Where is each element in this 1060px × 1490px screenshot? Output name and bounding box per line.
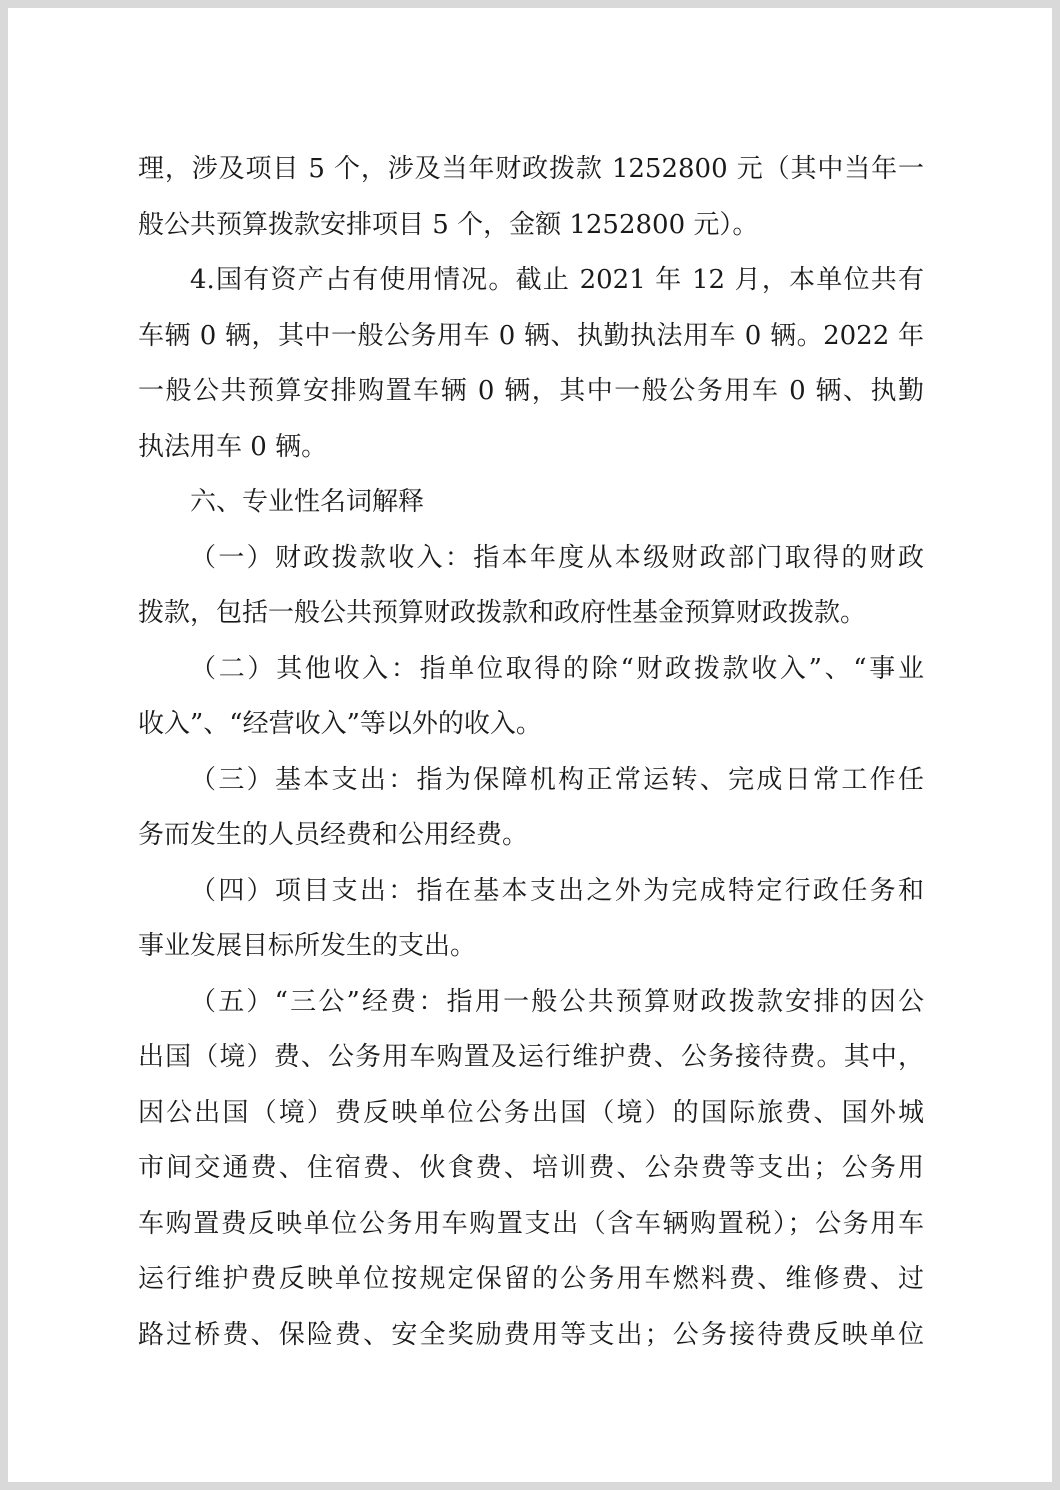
paragraph-line: 收入”、“经营收入”等以外的收入。: [138, 709, 542, 739]
paragraph-line: 路过桥费、保险费、安全奖励费用等支出；公务接待费反映单位: [138, 1319, 924, 1350]
document-page: [8, 8, 1052, 1482]
paragraph-line: 执法用车 0 辆。: [138, 431, 328, 462]
paragraph-line: 因公出国（境）费反映单位公务出国（境）的国际旅费、国外城: [138, 1097, 924, 1128]
paragraph-line: 4.国有资产占有使用情况。截止 2021 年 12 月，本单位共有: [190, 265, 924, 295]
paragraph-line: 运行维护费反映单位按规定保留的公务用车燃料费、维修费、过: [138, 1264, 924, 1294]
paragraph-line: 出国（境）费、公务用车购置及运行维护费、公务接待费。其中，: [138, 1042, 924, 1072]
paragraph-line: 一般公共预算安排购置车辆 0 辆，其中一般公务用车 0 辆、执勤: [138, 376, 924, 406]
paragraph-line: 事业发展目标所发生的支出。: [138, 931, 477, 961]
paragraph-line: （三）基本支出：指为保障机构正常运转、完成日常工作任: [190, 764, 924, 795]
paragraph-line: （四）项目支出：指在基本支出之外为完成特定行政任务和: [190, 875, 924, 906]
paragraph-line: （二）其他收入：指单位取得的除“财政拨款收入”、“事业: [190, 653, 924, 684]
paragraph-line: 市间交通费、住宿费、伙食费、培训费、公杂费等支出；公务用: [138, 1153, 924, 1183]
paragraph-line: 车购置费反映单位公务用车购置支出（含车辆购置税）；公务用车: [138, 1208, 924, 1239]
section-heading: 六、专业性名词解释: [190, 487, 425, 517]
document-body: [138, 142, 924, 1363]
paragraph-line: （一）财政拨款收入：指本年度从本级财政部门取得的财政: [190, 542, 924, 573]
paragraph-line: 般公共预算拨款安排项目 5 个，金额 1252800 元）。: [138, 209, 759, 240]
paragraph-line: 拨款，包括一般公共预算财政拨款和政府性基金预算财政拨款。: [138, 598, 867, 628]
paragraph-line: （五）“三公”经费：指用一般公共预算财政拨款安排的因公: [190, 986, 924, 1017]
paragraph-line: 车辆 0 辆，其中一般公务用车 0 辆、执勤执法用车 0 辆。2022 年: [138, 320, 924, 351]
paragraph-line: 务而发生的人员经费和公用经费。: [138, 820, 529, 850]
paragraph-line: 理，涉及项目 5 个，涉及当年财政拨款 1252800 元（其中当年一: [138, 154, 924, 184]
